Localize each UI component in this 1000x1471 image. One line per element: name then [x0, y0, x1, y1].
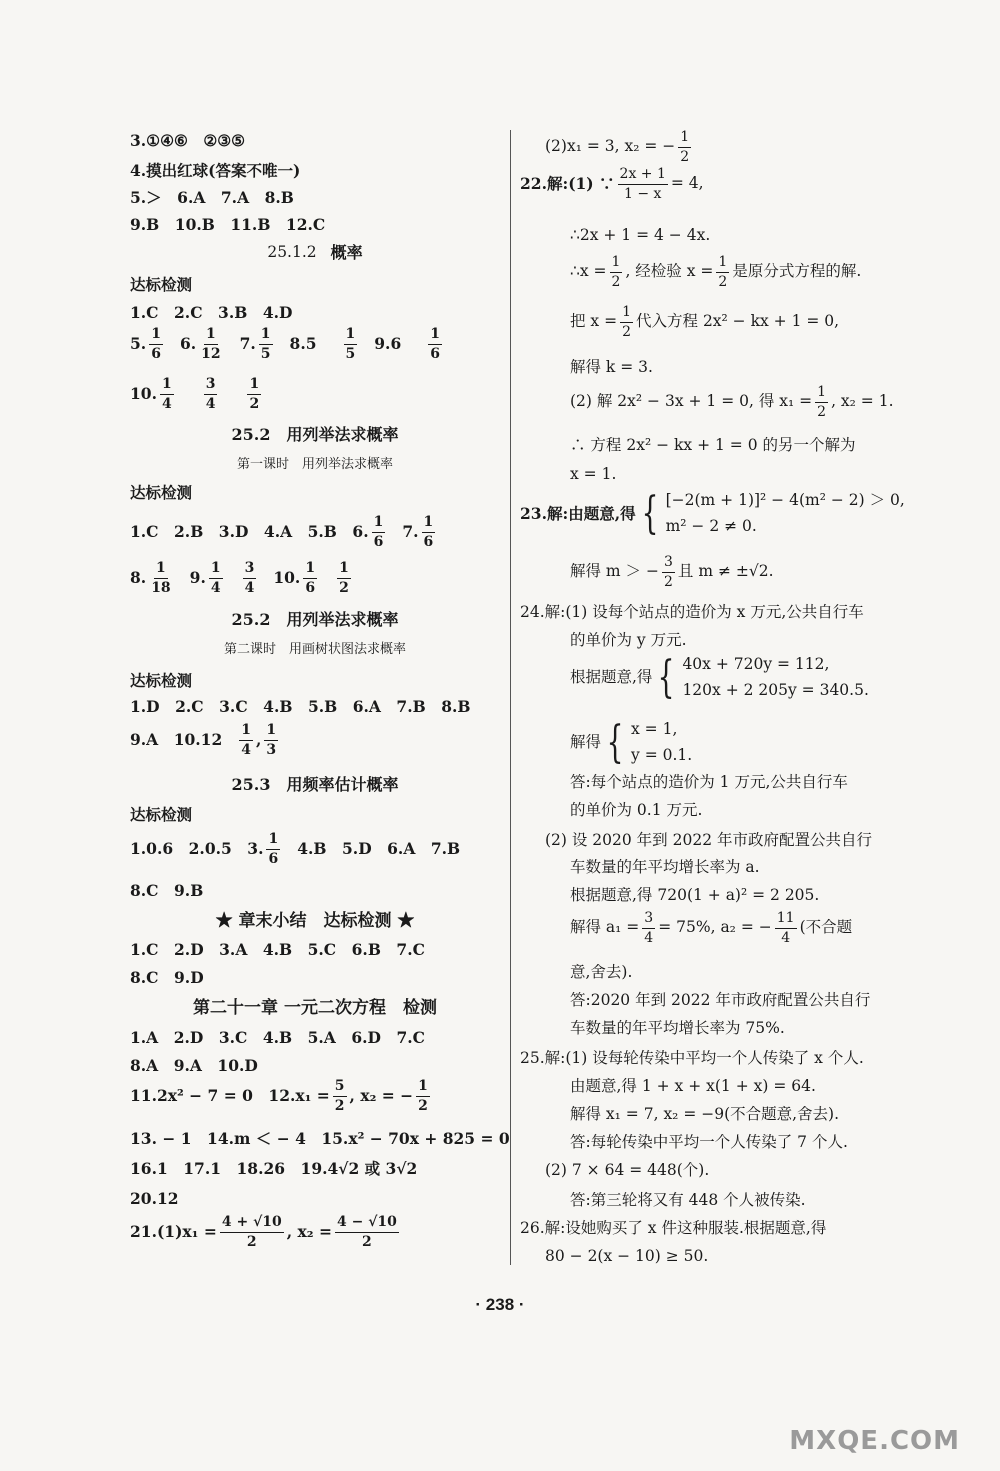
solution-line: ∴ 方程 2x² − kx + 1 = 0 的另一个解为	[570, 436, 856, 454]
fraction: $\frac{1}{2}$	[249, 376, 260, 412]
fraction: $\frac{1}{6}$	[268, 831, 279, 867]
answer-line: 9.A 10.12 $\frac{1}{4}$ , $\frac{1}{3}$	[130, 722, 277, 758]
check-label: 达标检测	[130, 671, 193, 690]
section-heading: 25.2 用列举法求概率	[231, 610, 399, 629]
solution-line: 答:第三轮将又有 448 个人被传染.	[570, 1191, 806, 1209]
fraction: $\frac{1}{6}$	[430, 326, 440, 362]
fraction: $\frac{1}{2}$	[339, 560, 349, 596]
solution-line: (2)x₁ = 3, x₂ = − $\frac{1}{2}$	[545, 129, 690, 165]
answer-line: 1.C 2.D 3.A 4.B 5.C 6.B 7.C	[130, 940, 425, 959]
solution-line: (2) 7 × 64 = 448(个).	[545, 1161, 710, 1179]
solution-line: 26.解:设她购买了 x 件这种服装.根据题意,得	[520, 1219, 827, 1237]
answer-line: 8.C 9.B	[130, 881, 204, 900]
fraction: $\frac{3}{4}$	[205, 376, 216, 412]
fraction: $\frac{11}{4}$	[776, 910, 795, 946]
solution-line: 由题意,得 1 + x + x(1 + x) = 64.	[570, 1077, 816, 1095]
solution-line: 22.解:(1) ∵ $\frac{2x + 1}{1 - x}$ = 4,	[520, 166, 704, 202]
solution-line: 答:每轮传染中平均一个人传染了 7 个人.	[570, 1133, 848, 1151]
fraction: $\frac{1}{5}$	[260, 326, 271, 362]
answer-line: 21.(1)x₁ = $\frac{4 + √10}{2}$ , x₂ = $\frac{4 - √10}{2}$	[130, 1214, 397, 1250]
solution-line: 车数量的年平均增长率为 75%.	[570, 1019, 785, 1037]
fraction: $\frac{1}{3}$	[266, 722, 277, 758]
answer-line: 3.①④⑥ ②③⑤	[130, 131, 246, 150]
fraction: $\frac{2x + 1}{1 - x}$	[619, 166, 666, 202]
fraction: $\frac{1}{4}$	[161, 376, 172, 412]
page-number: · 238 ·	[475, 1295, 525, 1314]
fraction: $\frac{3}{4}$	[644, 910, 654, 946]
solution-line: 意,舍去).	[570, 963, 633, 981]
answer-line: 1.0.6 2.0.5 3. $\frac{1}{6}$ 4.B 5.D 6.A 7.B	[130, 831, 461, 867]
solution-line: 25.解:(1) 设每轮传染中平均一个人传染了 x 个人.	[520, 1049, 864, 1067]
answer-line: 5. $\frac{1}{6}$ 6. $\frac{1}{12}$ 7. $\frac{1}{5}$ 8.5 $\frac{1}{5}$ 9.6 $\frac{1}{6}$	[130, 326, 440, 362]
fraction: $\frac{1}{5}$	[345, 326, 356, 362]
watermark: MXQE.COM	[789, 1426, 960, 1456]
solution-line: 根据题意,得 { 40x + 720y = 112, 120x + 2 205y = 340.5.	[570, 651, 869, 703]
column-divider	[510, 130, 511, 1265]
solution-line: 解得 a₁ = $\frac{3}{4}$ = 75%, a₂ = − $\frac{11}{4}$ (不合题	[570, 910, 853, 946]
check-label: 达标检测	[130, 275, 193, 294]
section-heading: 25.3 用频率估计概率	[231, 775, 399, 794]
answer-line: 1.A 2.D 3.C 4.B 5.A 6.D 7.C	[130, 1028, 425, 1047]
solution-line: 解得 k = 3.	[570, 358, 653, 376]
solution-line: 把 x = $\frac{1}{2}$ 代入方程 2x² − kx + 1 = 0,	[570, 304, 840, 340]
solution-line: 的单价为 0.1 万元.	[570, 801, 703, 819]
fraction: $\frac{1}{4}$	[210, 560, 221, 596]
solution-line: x = 1.	[570, 465, 617, 483]
solution-line: ∴2x + 1 = 4 − 4x.	[570, 226, 711, 244]
solution-line: ∴x = $\frac{1}{2}$ , 经检验 x = $\frac{1}{2}$ 是原分式方程的解.	[570, 254, 862, 290]
fraction: $\frac{1}{6}$	[423, 514, 434, 550]
section-heading: 第二十一章 一元二次方程 检测	[193, 998, 437, 1018]
solution-line: 解得 x₁ = 7, x₂ = −9(不合题意,舍去).	[570, 1105, 840, 1123]
section-subheading: 第二课时 用画树状图法求概率	[223, 642, 406, 657]
fraction: $\frac{1}{6}$	[373, 514, 384, 550]
answer-line: 16.1 17.1 18.26 19.4√2 或 3√2	[130, 1159, 418, 1178]
answer-line: 9.B 10.B 11.B 12.C	[130, 215, 326, 234]
solution-line: (2) 解 2x² − 3x + 1 = 0, 得 x₁ = $\frac{1}{2}$ , x₂ = 1.	[570, 384, 894, 420]
solution-line: 80 − 2(x − 10) ≥ 50.	[545, 1247, 709, 1265]
check-label: 达标检测	[130, 805, 193, 824]
fraction: $\frac{5}{2}$	[334, 1078, 345, 1114]
brace: {	[658, 651, 675, 703]
solution-line: (2) 设 2020 年到 2022 年市政府配置公共自行	[545, 831, 872, 849]
solution-line: 车数量的年平均增长率为 a.	[570, 858, 760, 876]
fraction: $\frac{1}{6}$	[305, 560, 316, 596]
fraction: $\frac{4 + √10}{2}$	[221, 1214, 282, 1250]
answer-line: 11.2x² − 7 = 0 12.x₁ = $\frac{5}{2}$ , x₂ = − $\frac{1}{2}$	[130, 1078, 428, 1114]
fraction: $\frac{1}{18}$	[151, 560, 171, 596]
answer-line: 8.A 9.A 10.D	[130, 1056, 258, 1075]
equation-system: x = 1, y = 0.1.	[631, 720, 693, 764]
fraction: $\frac{1}{6}$	[151, 326, 161, 362]
fraction: $\frac{3}{2}$	[663, 554, 673, 590]
fraction: $\frac{1}{2}$	[622, 304, 632, 340]
solution-line: 23.解:由题意,得 { [−2(m + 1)]² − 4(m² − 2) ＞ 0, m² − 2 ≠ 0.	[520, 487, 905, 539]
answer-line: 10. $\frac{1}{4}$ $\frac{3}{4}$ $\frac{1}{2}$	[130, 376, 260, 412]
fraction: $\frac{1}{2}$	[680, 129, 690, 165]
solution-line: 24.解:(1) 设每个站点的造价为 x 万元,公共自行车	[520, 603, 864, 621]
solution-line: 解得 m ＞ − $\frac{3}{2}$ 且 m ≠ ±√2.	[570, 554, 774, 590]
answer-line: 20.12	[130, 1189, 179, 1208]
section-heading: 25.2 用列举法求概率	[231, 425, 399, 444]
brace: {	[641, 487, 658, 539]
solution-line: 答:2020 年到 2022 年市政府配置公共自行	[570, 991, 871, 1009]
answer-line: 8. $\frac{1}{18}$ 9. $\frac{1}{4}$ $\frac{3}{4}$ 10. $\frac{1}{6}$ $\frac{1}{2}$	[130, 560, 349, 596]
fraction: $\frac{1}{2}$	[418, 1078, 428, 1114]
fraction: $\frac{4 - √10}{2}$	[336, 1214, 397, 1250]
fraction: $\frac{1}{12}$	[201, 326, 221, 362]
brace: {	[606, 716, 624, 768]
fraction: $\frac{1}{2}$	[718, 254, 728, 290]
fraction: $\frac{1}{2}$	[611, 254, 621, 290]
equation-system: 40x + 720y = 112, 120x + 2 205y = 340.5.	[682, 655, 869, 699]
solution-line: 答:每个站点的造价为 1 万元,公共自行车	[570, 773, 848, 791]
solution-line: 解得 { x = 1, y = 0.1.	[570, 716, 693, 768]
answer-line: 1.C 2.B 3.D 4.A 5.B 6. $\frac{1}{6}$ 7. $\frac{1}{6}$	[130, 514, 434, 550]
fraction: $\frac{1}{2}$	[817, 384, 827, 420]
check-label: 达标检测	[130, 483, 193, 502]
solution-line: 的单价为 y 万元.	[570, 631, 687, 649]
answer-line: 1.D 2.C 3.C 4.B 5.B 6.A 7.B 8.B	[130, 697, 471, 716]
answer-line: 4.摸出红球(答案不唯一)	[130, 161, 301, 180]
answer-line: 8.C 9.D	[130, 968, 204, 987]
answer-line: 1.C 2.C 3.B 4.D	[130, 303, 293, 322]
fraction: $\frac{3}{4}$	[244, 560, 255, 596]
equation-system: [−2(m + 1)]² − 4(m² − 2) ＞ 0, m² − 2 ≠ 0.	[665, 491, 905, 535]
section-heading: 25.1.2 概率	[267, 243, 363, 262]
answer-line: 5.＞ 6.A 7.A 8.B	[130, 188, 294, 207]
section-subheading: 第一课时 用列举法求概率	[236, 457, 393, 472]
solution-line: 根据题意,得 720(1 + a)² = 2 205.	[570, 886, 820, 904]
fraction: $\frac{1}{4}$	[241, 722, 251, 758]
section-heading: ★ 章末小结 达标检测 ★	[215, 911, 415, 931]
answer-line: 13. − 1 14.m ＜ − 4 15.x² − 70x + 825 = 0	[130, 1129, 510, 1148]
